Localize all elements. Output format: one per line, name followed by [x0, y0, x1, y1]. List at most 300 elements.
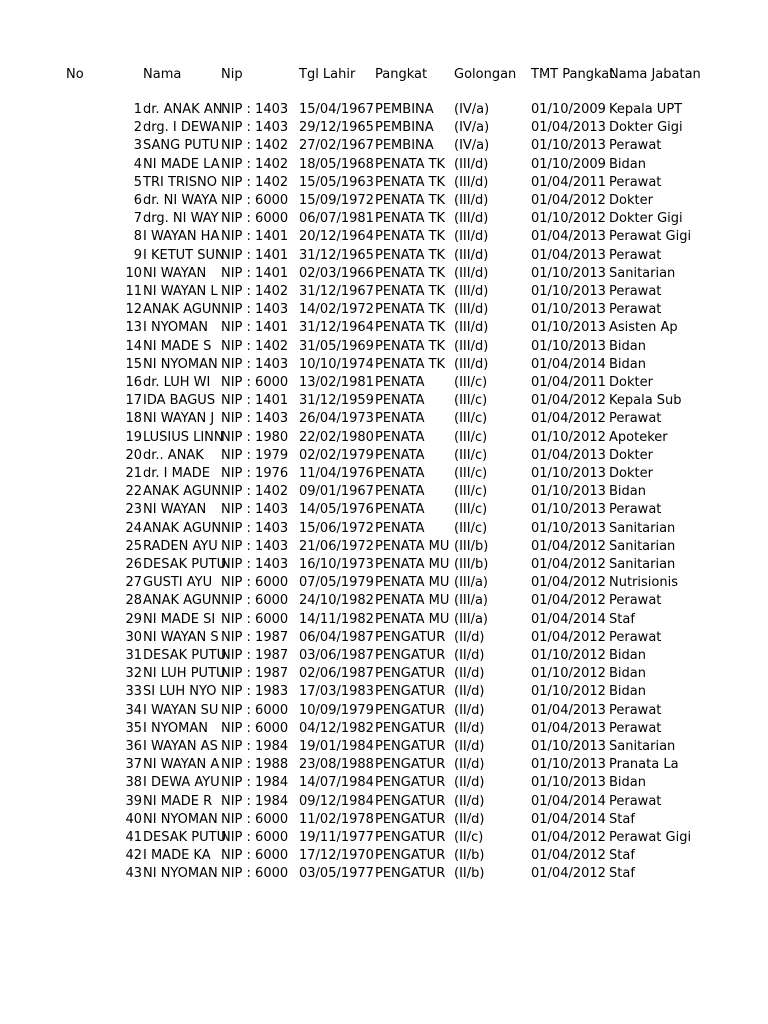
- cell-golongan: (III/d): [454, 320, 489, 336]
- cell-tmt-pangkat: 01/04/2012: [531, 830, 606, 845]
- cell-tgl-lahir: 20/12/1964: [299, 229, 374, 245]
- cell-tgl-lahir: 31/05/1969: [299, 338, 374, 354]
- cell-golongan: (III/a): [454, 575, 488, 591]
- cell-nama: I NYOMAN: [143, 720, 208, 736]
- cell-tmt-pangkat: 01/10/2012: [531, 684, 606, 700]
- cell-nip: NIP : 6000: [221, 702, 289, 718]
- cell-golongan: (III/c): [454, 484, 488, 500]
- cell-nama-jabatan: Perawat: [609, 593, 662, 609]
- cell-nama-jabatan: Perawat: [609, 284, 662, 299]
- cell-golongan: (III/b): [454, 557, 489, 572]
- cell-pangkat: PENGATUR: [375, 666, 446, 682]
- cell-tgl-lahir: 14/07/1984: [299, 775, 374, 791]
- cell-tgl-lahir: 11/04/1976: [299, 466, 374, 481]
- cell-nama-jabatan: Dokter Gigi: [609, 211, 683, 227]
- cell-nama-jabatan: Apoteker: [609, 429, 668, 445]
- table-row: [0, 283, 768, 301]
- cell-tmt-pangkat: 01/04/2014: [531, 793, 606, 809]
- cell-tmt-pangkat: 01/04/2013: [531, 720, 606, 736]
- cell-pangkat: PENGATUR: [375, 720, 446, 736]
- cell-golongan: (III/b): [454, 538, 489, 554]
- cell-nip: NIP : 1403: [221, 302, 289, 318]
- cell-no: 27: [125, 575, 142, 591]
- cell-no: 41: [125, 830, 142, 845]
- cell-tgl-lahir: 13/02/1981: [299, 375, 374, 390]
- cell-tmt-pangkat: 01/04/2014: [531, 611, 606, 627]
- cell-golongan: (III/c): [454, 502, 488, 518]
- cell-no: 29: [125, 611, 142, 627]
- cell-nama: ANAK AGUN: [143, 302, 222, 318]
- cell-nama: RADEN AYU: [143, 538, 218, 554]
- cell-nip: NIP : 1984: [221, 793, 289, 809]
- cell-golongan: (III/c): [454, 429, 488, 445]
- cell-nip: NIP : 1401: [221, 265, 289, 281]
- cell-tmt-pangkat: 01/10/2013: [531, 265, 606, 281]
- cell-nama: NI WAYAN J: [143, 411, 215, 427]
- cell-no: 4: [133, 156, 142, 172]
- cell-tgl-lahir: 17/03/1983: [299, 684, 374, 700]
- cell-golongan: (III/d): [454, 211, 489, 227]
- table-row: [0, 192, 768, 210]
- table-row: [0, 520, 768, 538]
- cell-nama-jabatan: Bidan: [609, 775, 646, 791]
- cell-pangkat: PENATA: [375, 429, 425, 445]
- cell-nama: DESAK PUTU: [143, 648, 227, 663]
- cell-golongan: (III/c): [454, 466, 488, 481]
- cell-no: 23: [125, 502, 142, 518]
- cell-tgl-lahir: 24/10/1982: [299, 593, 374, 609]
- cell-tgl-lahir: 22/02/1980: [299, 429, 374, 445]
- table-row: [0, 556, 768, 574]
- cell-nama: NI NYOMAN: [143, 811, 218, 827]
- cell-nama: NI WAYAN: [143, 502, 207, 518]
- cell-nama: I DEWA AYU: [143, 775, 220, 791]
- cell-nip: NIP : 1984: [221, 739, 289, 754]
- cell-tmt-pangkat: 01/10/2013: [531, 138, 606, 154]
- cell-pangkat: PENATA TK: [375, 338, 446, 354]
- cell-tmt-pangkat: 01/10/2013: [531, 775, 606, 791]
- table-row: [0, 174, 768, 192]
- cell-tgl-lahir: 14/11/1982: [299, 611, 374, 627]
- cell-tmt-pangkat: 01/04/2012: [531, 538, 606, 554]
- header-nama: Nama: [143, 67, 182, 82]
- cell-nama: GUSTI AYU: [143, 575, 213, 591]
- table-row: [0, 483, 768, 501]
- cell-nama: NI MADE SI: [143, 611, 216, 627]
- cell-pangkat: PENATA MU: [375, 611, 450, 627]
- cell-tmt-pangkat: 01/04/2011: [531, 174, 606, 190]
- cell-nip: NIP : 1403: [221, 538, 289, 554]
- cell-tmt-pangkat: 01/10/2012: [531, 429, 606, 445]
- cell-tmt-pangkat: 01/04/2012: [531, 593, 606, 609]
- cell-nama-jabatan: Bidan: [609, 666, 646, 682]
- cell-pangkat: PENATA: [375, 375, 425, 390]
- cell-nama: dr. ANAK AN: [143, 102, 223, 117]
- header-pangkat: Pangkat: [375, 67, 428, 82]
- cell-tmt-pangkat: 01/10/2013: [531, 338, 606, 354]
- cell-pangkat: PENATA: [375, 393, 425, 409]
- cell-nama-jabatan: Dokter: [609, 466, 653, 481]
- cell-nip: NIP : 1403: [221, 520, 289, 536]
- cell-pangkat: PENGATUR: [375, 848, 446, 864]
- cell-nip: NIP : 1402: [221, 484, 289, 500]
- cell-tgl-lahir: 02/06/1987: [299, 666, 374, 682]
- cell-nip: NIP : 1980: [221, 429, 289, 445]
- table-row: [0, 465, 768, 483]
- cell-no: 30: [125, 629, 142, 645]
- cell-nama-jabatan: Perawat: [609, 138, 662, 154]
- table-row: [0, 137, 768, 155]
- cell-pangkat: PENATA MU: [375, 557, 450, 572]
- cell-nip: NIP : 6000: [221, 866, 289, 882]
- cell-pangkat: PENATA MU: [375, 593, 450, 609]
- table-row: [0, 847, 768, 865]
- table-row: [0, 228, 768, 246]
- cell-golongan: (III/d): [454, 302, 489, 318]
- cell-tmt-pangkat: 01/10/2012: [531, 648, 606, 663]
- cell-tgl-lahir: 31/12/1965: [299, 247, 374, 263]
- cell-tgl-lahir: 11/02/1978: [299, 811, 374, 827]
- cell-nama: I WAYAN SU: [143, 702, 219, 718]
- cell-nama: NI NYOMAN: [143, 866, 218, 882]
- cell-golongan: (III/d): [454, 356, 489, 372]
- table-row: [0, 702, 768, 720]
- cell-pangkat: PENATA: [375, 484, 425, 500]
- table-row: [0, 647, 768, 665]
- cell-tgl-lahir: 15/09/1972: [299, 193, 374, 208]
- cell-nip: NIP : 1403: [221, 557, 289, 572]
- cell-golongan: (II/d): [454, 720, 485, 736]
- cell-no: 1: [133, 102, 142, 117]
- cell-nip: NIP : 1987: [221, 629, 289, 645]
- cell-nama-jabatan: Sanitarian: [609, 520, 676, 536]
- cell-no: 8: [133, 229, 142, 245]
- cell-nama-jabatan: Staf: [609, 811, 635, 827]
- table-row: [0, 574, 768, 592]
- cell-golongan: (III/d): [454, 284, 489, 299]
- cell-nama-jabatan: Perawat Gigi: [609, 830, 692, 845]
- cell-nip: NIP : 6000: [221, 611, 289, 627]
- cell-nama-jabatan: Perawat: [609, 247, 662, 263]
- table-row: [0, 429, 768, 447]
- cell-golongan: (III/d): [454, 265, 489, 281]
- cell-no: 6: [133, 193, 142, 208]
- cell-nama-jabatan: Staf: [609, 611, 635, 627]
- cell-pangkat: PENATA TK: [375, 193, 446, 208]
- cell-nama: dr. LUH WI: [143, 375, 211, 390]
- cell-nama: SANG PUTU: [143, 138, 220, 154]
- cell-no: 40: [125, 811, 142, 827]
- cell-no: 5: [133, 174, 142, 190]
- cell-pangkat: PENGATUR: [375, 830, 446, 845]
- cell-nama: DESAK PUTU: [143, 830, 227, 845]
- table-row: [0, 338, 768, 356]
- cell-pangkat: PENGATUR: [375, 757, 446, 773]
- cell-tmt-pangkat: 01/04/2014: [531, 356, 606, 372]
- cell-golongan: (II/d): [454, 702, 485, 718]
- cell-golongan: (III/a): [454, 593, 488, 609]
- cell-nama-jabatan: Perawat: [609, 411, 662, 427]
- cell-nip: NIP : 1976: [221, 466, 289, 481]
- cell-nama: NI NYOMAN: [143, 356, 218, 372]
- cell-nama: NI WAYAN L: [143, 284, 218, 299]
- cell-pangkat: PENGATUR: [375, 629, 446, 645]
- cell-no: 11: [125, 284, 142, 299]
- table-row: [0, 665, 768, 683]
- cell-no: 34: [125, 702, 142, 718]
- cell-golongan: (III/d): [454, 338, 489, 354]
- cell-tgl-lahir: 31/12/1967: [299, 284, 374, 299]
- cell-nama: drg. I DEWA: [143, 120, 221, 136]
- cell-nip: NIP : 6000: [221, 720, 289, 736]
- cell-no: 16: [125, 375, 142, 390]
- cell-no: 3: [133, 138, 142, 154]
- cell-nip: NIP : 1987: [221, 648, 289, 663]
- cell-pangkat: PENATA TK: [375, 356, 446, 372]
- cell-tgl-lahir: 31/12/1959: [299, 393, 374, 409]
- cell-tmt-pangkat: 01/04/2012: [531, 575, 606, 591]
- cell-nama-jabatan: Bidan: [609, 484, 646, 500]
- table-row: [0, 319, 768, 337]
- cell-pangkat: PEMBINA: [375, 138, 434, 154]
- cell-nama: I WAYAN HA: [143, 229, 220, 245]
- cell-golongan: (III/d): [454, 174, 489, 190]
- table-row: [0, 538, 768, 556]
- cell-nama: NI WAYAN S: [143, 629, 219, 645]
- cell-nama: I WAYAN AS: [143, 739, 218, 754]
- cell-tmt-pangkat: 01/10/2013: [531, 520, 606, 536]
- cell-tmt-pangkat: 01/10/2013: [531, 484, 606, 500]
- cell-pangkat: PENATA TK: [375, 174, 446, 190]
- cell-nama-jabatan: Bidan: [609, 648, 646, 663]
- cell-nip: NIP : 1403: [221, 502, 289, 518]
- cell-nama: NI MADE R: [143, 793, 213, 809]
- cell-nama-jabatan: Perawat: [609, 174, 662, 190]
- cell-golongan: (IV/a): [454, 102, 490, 117]
- cell-no: 26: [125, 557, 142, 572]
- cell-tgl-lahir: 10/09/1979: [299, 702, 374, 718]
- cell-tmt-pangkat: 01/10/2012: [531, 666, 606, 682]
- cell-nip: NIP : 1402: [221, 338, 289, 354]
- table-row: [0, 629, 768, 647]
- cell-tmt-pangkat: 01/10/2013: [531, 284, 606, 299]
- header-golongan: Golongan: [454, 67, 517, 82]
- cell-tmt-pangkat: 01/10/2013: [531, 739, 606, 754]
- cell-nip: NIP : 1979: [221, 447, 289, 463]
- cell-nip: NIP : 6000: [221, 593, 289, 609]
- cell-nama-jabatan: Pranata La: [609, 757, 679, 773]
- cell-golongan: (II/d): [454, 775, 485, 791]
- cell-tmt-pangkat: 01/04/2013: [531, 702, 606, 718]
- cell-no: 28: [125, 593, 142, 609]
- cell-no: 33: [125, 684, 142, 700]
- header-tgl-lahir: Tgl Lahir: [299, 67, 356, 82]
- cell-tgl-lahir: 21/06/1972: [299, 538, 374, 554]
- cell-no: 18: [125, 411, 142, 427]
- cell-nama: NI MADE LA: [143, 156, 220, 172]
- cell-tmt-pangkat: 01/04/2012: [531, 193, 606, 208]
- cell-nip: NIP : 1402: [221, 174, 289, 190]
- cell-no: 35: [125, 720, 142, 736]
- table-row: [0, 356, 768, 374]
- cell-golongan: (II/c): [454, 830, 484, 845]
- cell-no: 13: [125, 320, 142, 336]
- table-row: [0, 756, 768, 774]
- cell-nama-jabatan: Perawat: [609, 793, 662, 809]
- cell-tmt-pangkat: 01/04/2012: [531, 866, 606, 882]
- cell-tmt-pangkat: 01/10/2013: [531, 320, 606, 336]
- cell-nama: dr.. ANAK: [143, 447, 204, 463]
- cell-pangkat: PENGATUR: [375, 739, 446, 754]
- cell-no: 36: [125, 739, 142, 754]
- cell-pangkat: PENGATUR: [375, 702, 446, 718]
- table-row: [0, 247, 768, 265]
- cell-nip: NIP : 1401: [221, 229, 289, 245]
- table-row: [0, 720, 768, 738]
- cell-tmt-pangkat: 01/10/2013: [531, 302, 606, 318]
- cell-nip: NIP : 1402: [221, 284, 289, 299]
- cell-nip: NIP : 6000: [221, 848, 289, 864]
- cell-nama: NI WAYAN A: [143, 757, 220, 773]
- cell-pangkat: PENATA MU: [375, 538, 450, 554]
- header-no: No: [66, 67, 84, 82]
- cell-pangkat: PENGATUR: [375, 775, 446, 791]
- cell-tmt-pangkat: 01/04/2012: [531, 848, 606, 864]
- cell-pangkat: PENGATUR: [375, 793, 446, 809]
- cell-golongan: (III/c): [454, 375, 488, 390]
- table-row: [0, 392, 768, 410]
- cell-golongan: (II/d): [454, 648, 485, 663]
- cell-nama-jabatan: Nutrisionis: [609, 575, 678, 591]
- table-row: [0, 447, 768, 465]
- table-row: [0, 811, 768, 829]
- cell-tmt-pangkat: 01/10/2012: [531, 211, 606, 227]
- cell-no: 31: [125, 648, 142, 663]
- cell-golongan: (III/d): [454, 229, 489, 245]
- cell-tgl-lahir: 19/11/1977: [299, 830, 374, 845]
- cell-tmt-pangkat: 01/04/2012: [531, 393, 606, 409]
- cell-nama-jabatan: Bidan: [609, 156, 646, 172]
- cell-tgl-lahir: 03/06/1987: [299, 648, 374, 663]
- cell-pangkat: PENATA: [375, 520, 425, 536]
- cell-nip: NIP : 1983: [221, 684, 289, 700]
- cell-tgl-lahir: 14/02/1972: [299, 302, 374, 318]
- cell-nama-jabatan: Perawat: [609, 302, 662, 318]
- table-row: [0, 793, 768, 811]
- table-row: [0, 210, 768, 228]
- cell-nama: SI LUH NYO: [143, 684, 217, 700]
- cell-tgl-lahir: 06/07/1981: [299, 211, 374, 227]
- cell-golongan: (III/c): [454, 447, 488, 463]
- cell-tgl-lahir: 17/12/1970: [299, 848, 374, 864]
- cell-golongan: (III/d): [454, 247, 489, 263]
- cell-tgl-lahir: 31/12/1964: [299, 320, 374, 336]
- cell-golongan: (IV/a): [454, 138, 490, 154]
- cell-pangkat: PENGATUR: [375, 648, 446, 663]
- table-row: [0, 101, 768, 119]
- cell-nama: NI WAYAN: [143, 265, 207, 281]
- cell-nama-jabatan: Staf: [609, 848, 635, 864]
- cell-tgl-lahir: 15/05/1963: [299, 174, 374, 190]
- cell-no: 14: [125, 338, 142, 354]
- cell-golongan: (II/d): [454, 739, 485, 754]
- cell-tmt-pangkat: 01/10/2013: [531, 466, 606, 481]
- cell-tmt-pangkat: 01/10/2013: [531, 502, 606, 518]
- cell-nama: dr. I MADE: [143, 466, 210, 481]
- cell-golongan: (III/a): [454, 611, 488, 627]
- cell-tgl-lahir: 18/05/1968: [299, 156, 374, 172]
- cell-no: 15: [125, 356, 142, 372]
- cell-tmt-pangkat: 01/04/2012: [531, 411, 606, 427]
- cell-nip: NIP : 1402: [221, 156, 289, 172]
- cell-nama-jabatan: Perawat: [609, 720, 662, 736]
- cell-no: 20: [125, 447, 142, 463]
- table-row: [0, 611, 768, 629]
- cell-golongan: (II/b): [454, 848, 485, 864]
- cell-tmt-pangkat: 01/04/2011: [531, 375, 606, 390]
- cell-tmt-pangkat: 01/10/2013: [531, 757, 606, 773]
- cell-nip: NIP : 1401: [221, 393, 289, 409]
- cell-pangkat: PENATA TK: [375, 156, 446, 172]
- cell-nama-jabatan: Bidan: [609, 684, 646, 700]
- cell-tmt-pangkat: 01/04/2013: [531, 120, 606, 136]
- cell-nama: ANAK AGUN: [143, 484, 222, 500]
- cell-nama-jabatan: Bidan: [609, 356, 646, 372]
- table-row: [0, 592, 768, 610]
- cell-nama-jabatan: Dokter Gigi: [609, 120, 683, 136]
- cell-nama-jabatan: Perawat: [609, 502, 662, 518]
- cell-pangkat: PENATA TK: [375, 284, 446, 299]
- cell-nama: drg. NI WAY: [143, 211, 219, 227]
- cell-nama: ANAK AGUN: [143, 593, 222, 609]
- cell-pangkat: PENATA: [375, 411, 425, 427]
- cell-no: 39: [125, 793, 142, 809]
- cell-nama: TRI TRISNO: [143, 174, 217, 190]
- cell-no: 2: [133, 120, 142, 136]
- header-nama-jabatan: Nama Jabatan: [609, 67, 701, 82]
- cell-pangkat: PENATA TK: [375, 211, 446, 227]
- cell-nip: NIP : 6000: [221, 375, 289, 390]
- cell-nama: dr. NI WAYA: [143, 193, 218, 208]
- cell-pangkat: PENGATUR: [375, 684, 446, 700]
- cell-nama-jabatan: Perawat: [609, 629, 662, 645]
- cell-no: 22: [125, 484, 142, 500]
- cell-nip: NIP : 1987: [221, 666, 289, 682]
- cell-tgl-lahir: 14/05/1976: [299, 502, 374, 518]
- cell-tgl-lahir: 15/06/1972: [299, 520, 374, 536]
- cell-no: 19: [125, 429, 142, 445]
- cell-nip: NIP : 1984: [221, 775, 289, 791]
- cell-tmt-pangkat: 01/04/2012: [531, 557, 606, 572]
- cell-nip: NIP : 6000: [221, 811, 289, 827]
- cell-nip: NIP : 1403: [221, 356, 289, 372]
- cell-golongan: (III/c): [454, 411, 488, 427]
- cell-nama-jabatan: Sanitarian: [609, 557, 676, 572]
- cell-nama-jabatan: Kepala UPT: [609, 102, 683, 117]
- cell-golongan: (II/d): [454, 811, 485, 827]
- cell-pangkat: PENATA: [375, 447, 425, 463]
- cell-golongan: (II/d): [454, 793, 485, 809]
- cell-golongan: (II/b): [454, 866, 485, 882]
- cell-nama: I KETUT SUN: [143, 247, 225, 263]
- cell-pangkat: PENGATUR: [375, 866, 446, 882]
- cell-nip: NIP : 1401: [221, 320, 289, 336]
- cell-nip: NIP : 1403: [221, 120, 289, 136]
- cell-pangkat: PENATA: [375, 502, 425, 518]
- cell-tgl-lahir: 15/04/1967: [299, 102, 374, 117]
- cell-no: 12: [125, 302, 142, 318]
- cell-tgl-lahir: 02/03/1966: [299, 265, 374, 281]
